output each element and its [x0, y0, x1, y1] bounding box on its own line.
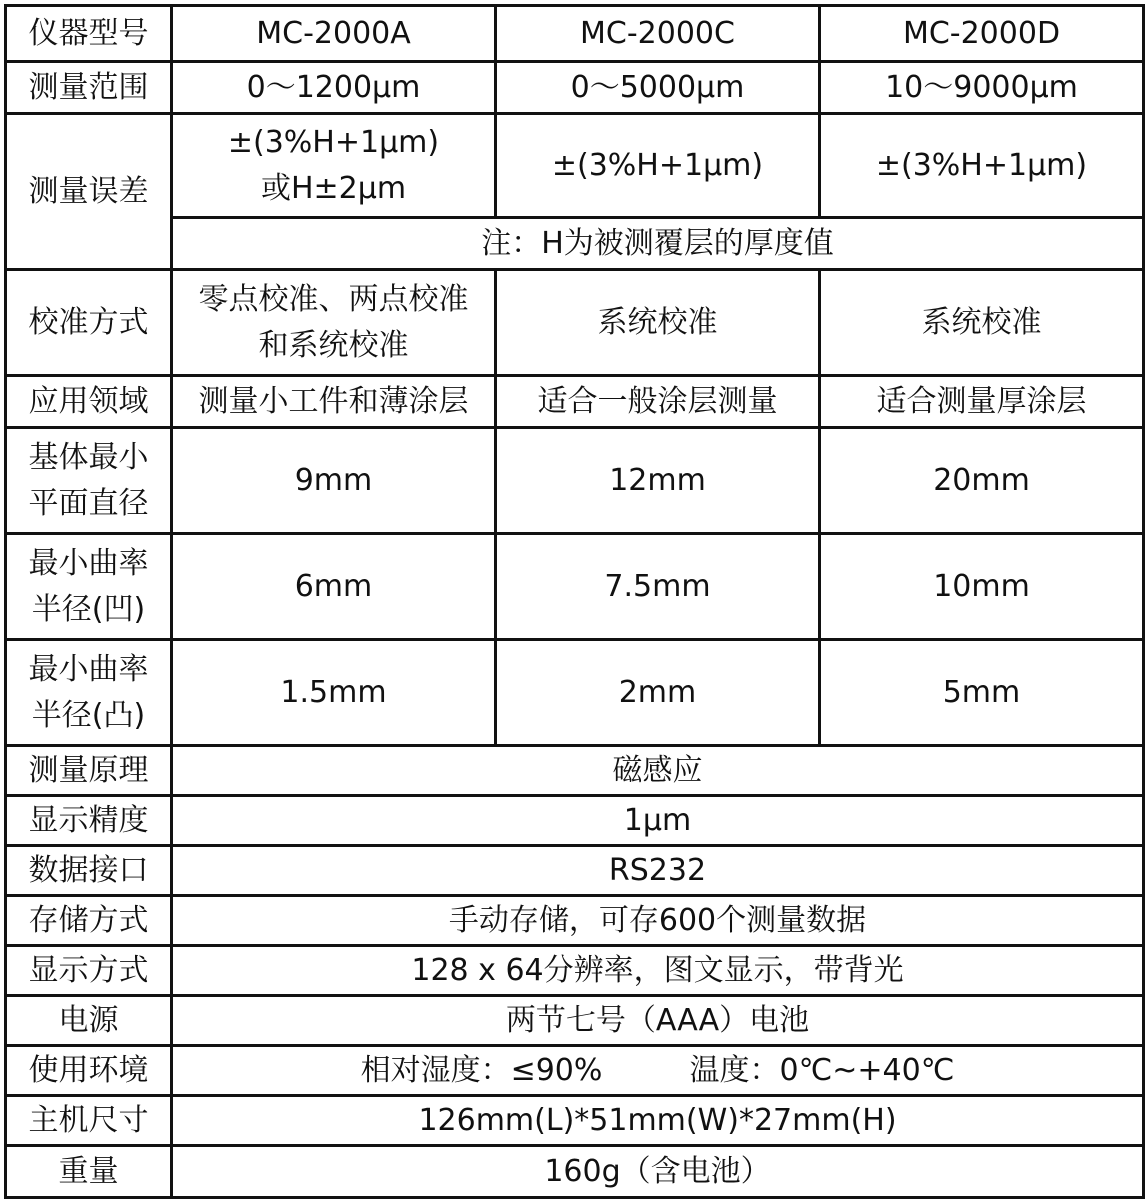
row-size: [6, 1096, 1144, 1146]
min-radius-concave-a: 6mm: [172, 534, 496, 640]
label-storage: 存储方式: [6, 896, 172, 946]
range-c: 0～5000μm: [496, 62, 820, 114]
power-value: 两节七号（AAA）电池: [172, 996, 1144, 1046]
row-interface: [6, 846, 1144, 896]
label-environment: 使用环境: [6, 1046, 172, 1096]
label-size: 主机尺寸: [6, 1096, 172, 1146]
label-model: 仪器型号: [6, 6, 172, 62]
label-min-radius-concave-line1: 最小曲率: [28, 545, 149, 581]
application-d: 适合测量厚涂层: [820, 376, 1144, 428]
row-application: [6, 376, 1144, 428]
model-c: MC-2000C: [496, 6, 820, 62]
row-min-radius-concave: [6, 534, 1144, 640]
row-min-radius-convex: [6, 640, 1144, 746]
range-d: 10～9000μm: [820, 62, 1144, 114]
label-min-radius-convex: [6, 640, 172, 746]
row-model: [6, 6, 1144, 62]
label-min-radius-convex-line2: 半径(凸): [31, 697, 146, 733]
row-weight: [6, 1146, 1144, 1198]
error-note: 注：H为被测覆层的厚度值: [172, 218, 1144, 270]
error-c: ±(3%H+1μm): [496, 114, 820, 218]
error-d: ±(3%H+1μm): [820, 114, 1144, 218]
min-radius-concave-d: 10mm: [820, 534, 1144, 640]
min-radius-convex-a: 1.5mm: [172, 640, 496, 746]
label-calibration: 校准方式: [6, 270, 172, 376]
row-min-diameter: [6, 428, 1144, 534]
min-radius-convex-c: 2mm: [496, 640, 820, 746]
min-diameter-d: 20mm: [820, 428, 1144, 534]
weight-value: 160g（含电池）: [172, 1146, 1144, 1198]
min-diameter-c: 12mm: [496, 428, 820, 534]
row-error-note: [6, 218, 1144, 270]
range-a: 0～1200μm: [172, 62, 496, 114]
interface-value: RS232: [172, 846, 1144, 896]
min-radius-concave-c: 7.5mm: [496, 534, 820, 640]
environment-temperature: 温度：0℃~+40℃: [689, 1052, 955, 1088]
row-power: [6, 996, 1144, 1046]
model-a: MC-2000A: [172, 6, 496, 62]
application-c: 适合一般涂层测量: [496, 376, 820, 428]
environment-value: [172, 1046, 1144, 1096]
label-power: 电源: [6, 996, 172, 1046]
row-display: [6, 946, 1144, 996]
label-display: 显示方式: [6, 946, 172, 996]
display-value: 128 x 64分辨率，图文显示，带背光: [172, 946, 1144, 996]
min-radius-convex-d: 5mm: [820, 640, 1144, 746]
label-resolution: 显示精度: [6, 796, 172, 846]
environment-humidity: 相对湿度：≤90%: [360, 1052, 603, 1088]
calibration-d: 系统校准: [820, 270, 1144, 376]
resolution-value: 1μm: [172, 796, 1144, 846]
label-range: 测量范围: [6, 62, 172, 114]
row-calibration: [6, 270, 1144, 376]
label-principle: 测量原理: [6, 746, 172, 796]
row-storage: [6, 896, 1144, 946]
size-value: 126mm(L)*51mm(W)*27mm(H): [172, 1096, 1144, 1146]
calibration-a-line2: 和系统校准: [258, 327, 409, 363]
min-diameter-a: 9mm: [172, 428, 496, 534]
calibration-a-line1: 零点校准、两点校准: [198, 281, 469, 317]
label-min-radius-concave: [6, 534, 172, 640]
label-min-diameter: [6, 428, 172, 534]
error-a-line2: 或H±2μm: [260, 170, 407, 206]
row-error: [6, 114, 1144, 218]
label-min-diameter-line1: 基体最小: [28, 439, 149, 475]
label-weight: 重量: [6, 1146, 172, 1198]
label-min-radius-concave-line2: 半径(凹): [31, 591, 146, 627]
label-application: 应用领域: [6, 376, 172, 428]
label-error: 测量误差: [6, 114, 172, 270]
row-environment: [6, 1046, 1144, 1096]
storage-value: 手动存储，可存600个测量数据: [172, 896, 1144, 946]
label-min-radius-convex-line1: 最小曲率: [28, 651, 149, 687]
error-a-line1: ±(3%H+1μm): [227, 124, 440, 160]
row-range: [6, 62, 1144, 114]
calibration-a: [172, 270, 496, 376]
spec-table: [4, 4, 1145, 1199]
label-interface: 数据接口: [6, 846, 172, 896]
row-resolution: [6, 796, 1144, 846]
label-min-diameter-line2: 平面直径: [28, 485, 149, 521]
model-d: MC-2000D: [820, 6, 1144, 62]
calibration-c: 系统校准: [496, 270, 820, 376]
row-principle: [6, 746, 1144, 796]
principle-value: 磁感应: [172, 746, 1144, 796]
application-a: 测量小工件和薄涂层: [172, 376, 496, 428]
error-a: [172, 114, 496, 218]
